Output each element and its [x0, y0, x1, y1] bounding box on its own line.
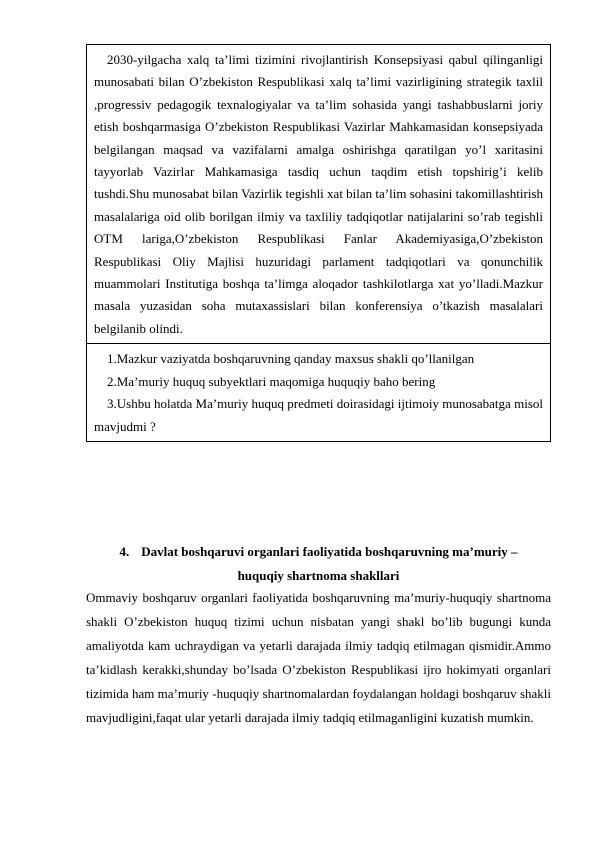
- section-title-part-2: huquqiy shartnoma shakllari: [237, 568, 400, 583]
- question-3: 3.Ushbu holatda Ma’muriy huquq predmeti doirasidagi ijtimoiy munosabatga misol mavjudmi ?: [94, 396, 543, 434]
- case-description-cell: [87, 45, 550, 343]
- case-description-text: 2030-yilgacha xalq ta’limi tizimini rivojlantirish Konsepsiyasi qabul qilinganligi munosabati bilan O’zbekiston Respublikasi xalq ta’limi vazirligining strategik taxlil ,progressiv pedagogik texnalogiyalar va ta’lim sohasida yangi tashabbuslarni joriy etish boshqarmasiga O’zbekiston Respublikasi Vazirlar Mahkamasidan konsepsiyada belgilangan maqsad va vazifalarni amalga oshirishga qaratilgan yo’l xaritasini tayyorlab Vazirlar Mahkamasiga tasdiq uchun taqdim etish topshirig’i kelib tushdi.Shu munosabat bilan Vazirlik tegishli xat bilan ta’lim sohasini takomillashtirish masalalariga oid olib borilgan ilmiy va taxliliy tadqiqotlar natijalarini so’rab tegishli OTM lariga,O’zbekiston Respublikasi Fanlar Akademiyasiga,O’zbekiston Respublikasi Oliy Majlisi huzuridagi parlament tadqiqotlari va qonunchilik muammolari Institutiga boshqa ta’limga aloqador tashkilotlarga xat yo’lladi.Mazkur masala yuzasidan soha mutaxassislari bilan konferensiya o’tkazish masalalari belgilanib olindi.: [94, 52, 543, 336]
- section-title-part-1: Davlat boshqaruvi organlari faoliyatida boshqaruvning ma’muriy –: [141, 544, 518, 559]
- section-heading-line-1: [86, 540, 551, 564]
- body-paragraph: Ommaviy boshqaruv organlari faoliyatida boshqaruvning ma’muriy-huquqiy shartnoma shakli O’zbekiston huquq tizimi uchun nisbatan yangi shakl bo’lib bugungi kunda amaliyotda kam uchraydigan va yetarli darajada ilmiy tadqiq etilmagan qismidir.Ammo ta’kidlash kerakki,shunday bo’lsada O’zbekiston Respublikasi ijro hokimyati organlari tizimida ham ma’muriy -huquqiy shartnomalardan foydalangan holdagi boshqaruv shakli mavjudligini,faqat ular yetarli darajada ilmiy tadqiq etilmaganligini kuzatish mumkin.: [86, 590, 551, 725]
- case-questions-cell: [87, 343, 550, 441]
- case-study-table: [86, 44, 551, 442]
- question-2: 2.Ma’muriy huquq subyektlari maqomiga huquqiy baho bering: [107, 373, 436, 389]
- section-number: 4.: [119, 544, 130, 559]
- question-1: 1.Mazkur vaziyatda boshqaruvning qanday maxsus shakli qo’llanilgan: [107, 351, 475, 367]
- section-heading: [86, 540, 551, 588]
